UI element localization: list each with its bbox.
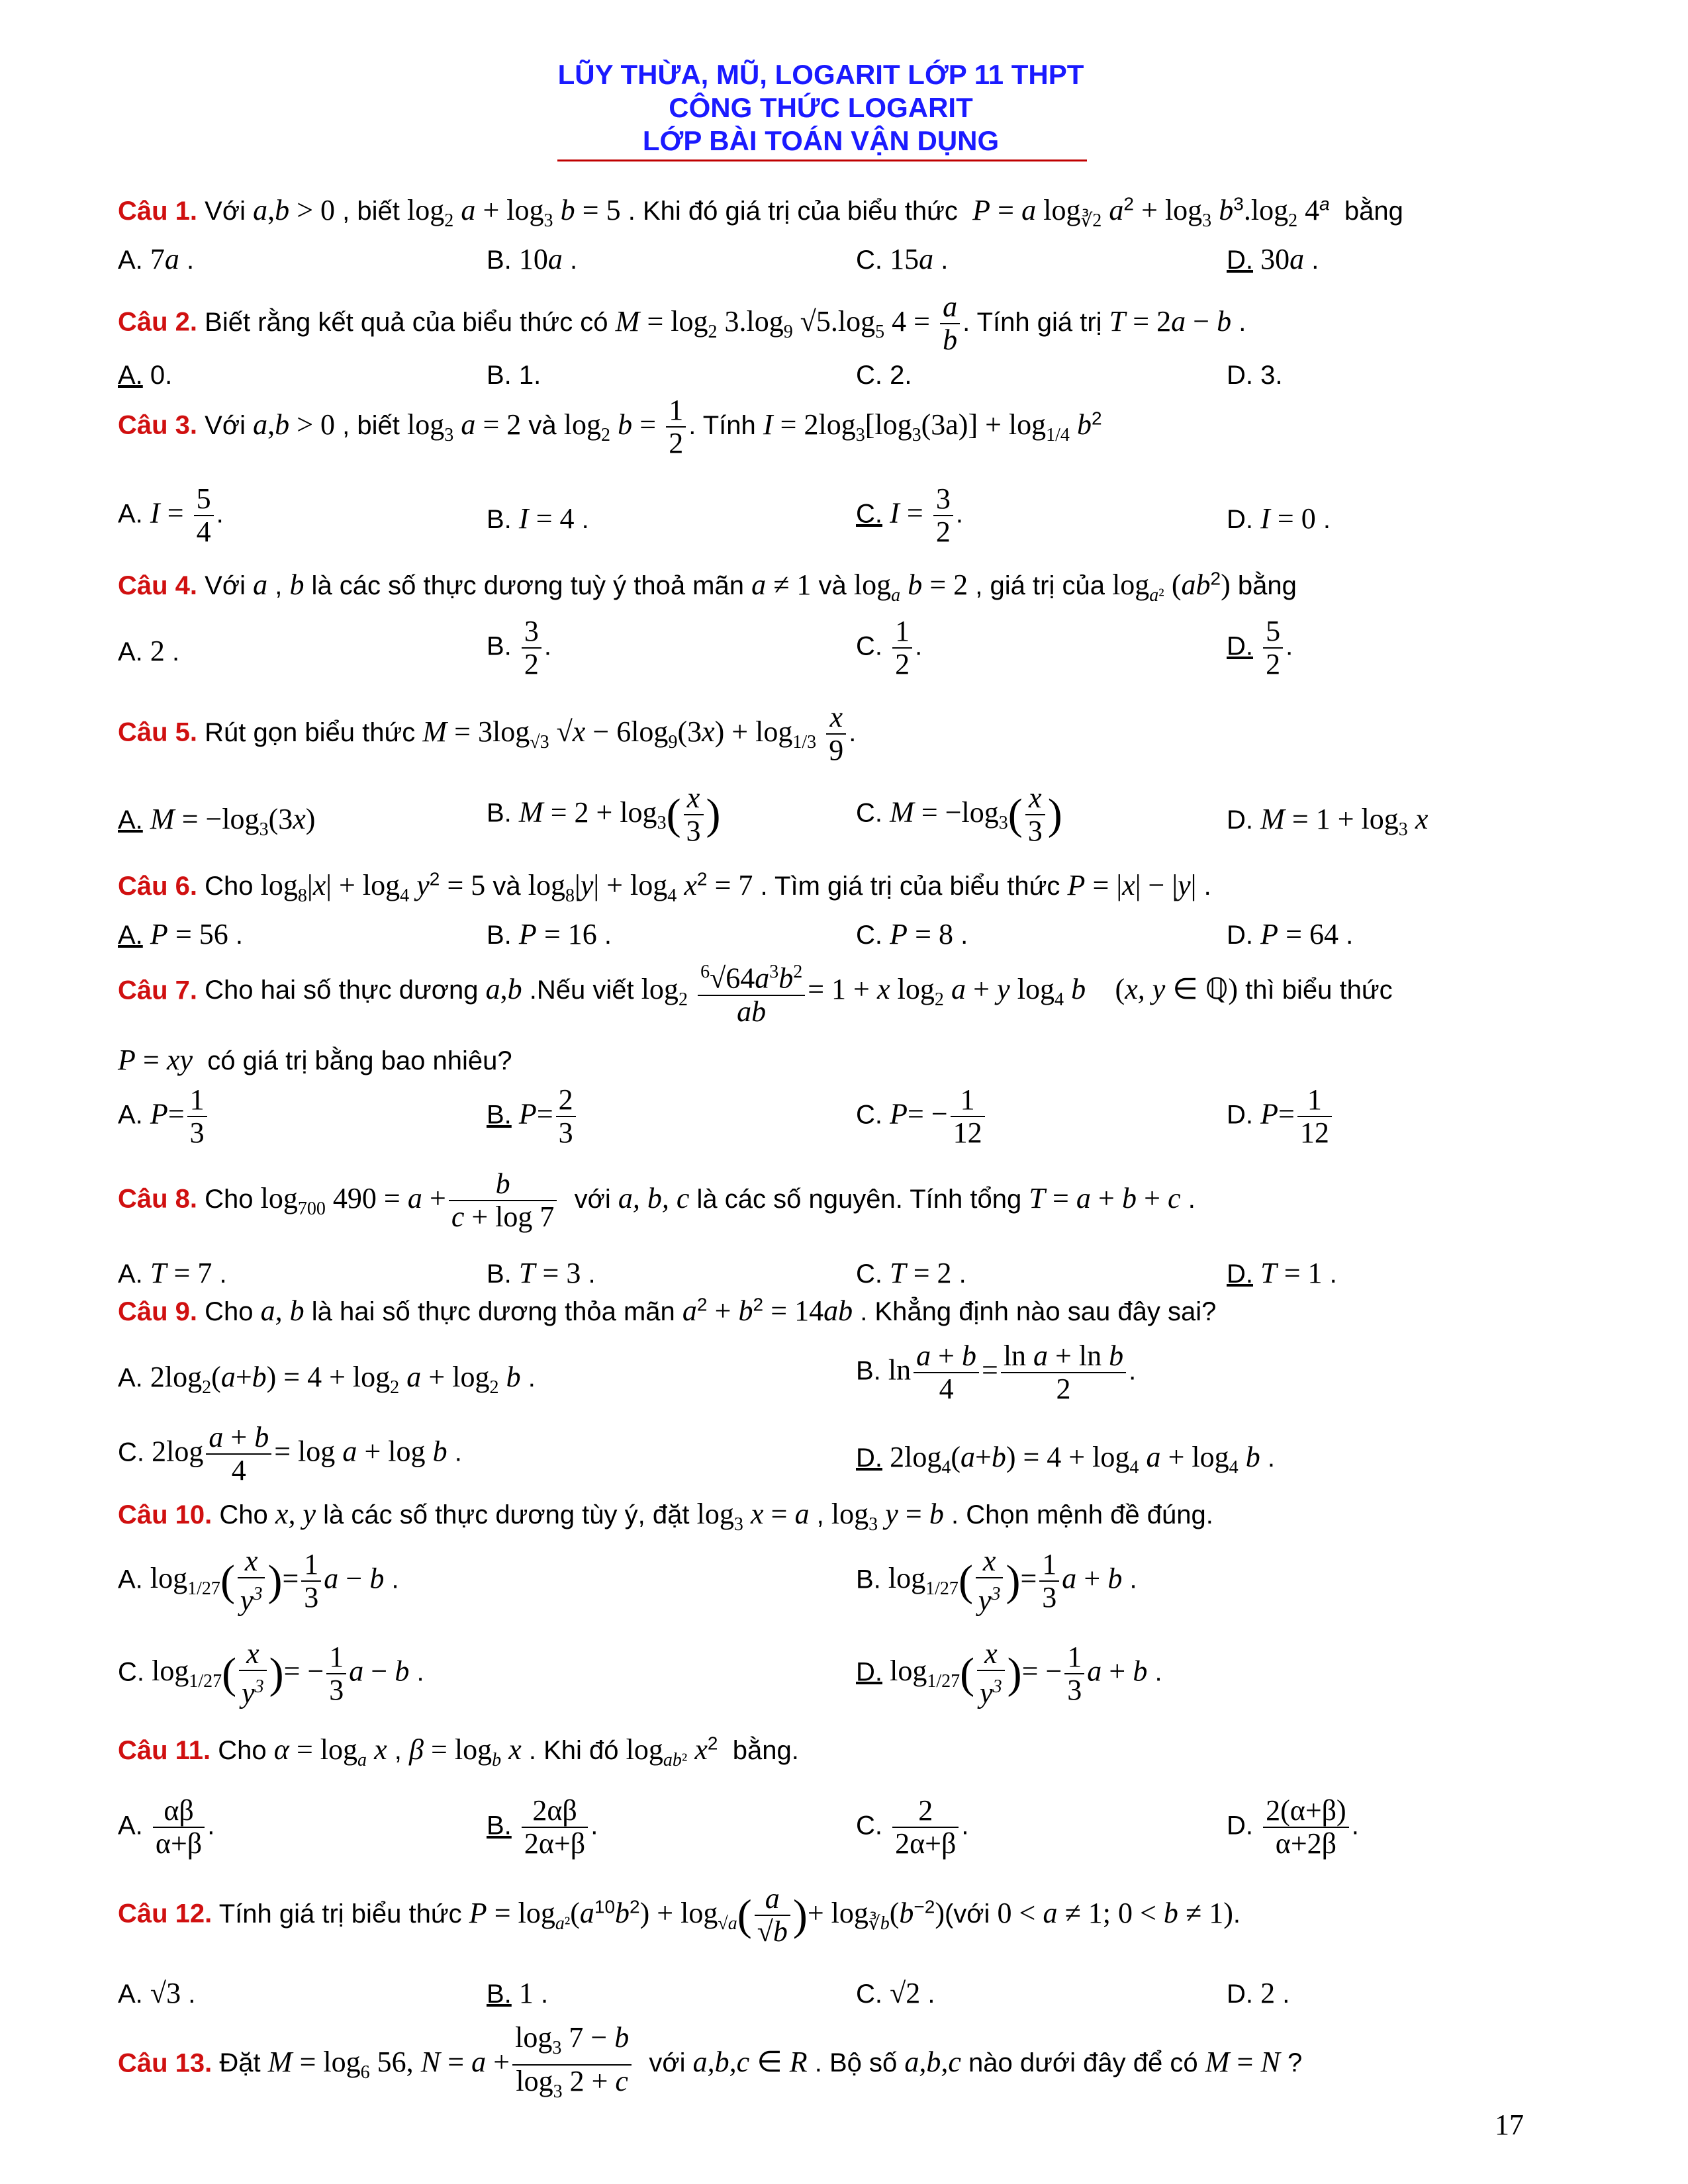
question-7-line-2: P = xy có giá trị bằng bao nhiêu?: [118, 1044, 512, 1076]
q5-option-b[interactable]: B. $M = 2 + \log_3$( $\frac{x}{3}$ ): [487, 782, 721, 847]
header-line-1: LŨY THỪA, MŨ, LOGARIT LỚP 11 THPT: [557, 59, 1084, 90]
question-6: Câu 6. Cho $\log_8|x| + \log_4 y^2 = 5$ và $\log_8|y| + \log_4 x^2 = 7$ . Tìm giá trị của biểu thức P = |x| − |y| .: [118, 868, 1211, 906]
q7-option-d[interactable]: D. P= $\frac{1}{12}$: [1227, 1084, 1335, 1149]
q8-option-c[interactable]: C. T = 2 .: [856, 1257, 966, 1289]
q7-option-a[interactable]: A. P= $\frac{1}{3}$: [118, 1084, 210, 1149]
q6-option-c[interactable]: C. P = 8 .: [856, 918, 968, 950]
q3-option-c[interactable]: C. I = $\frac{3}{2}$ .: [856, 482, 963, 548]
question-13: Câu 13. Đặt $M = \log_6 56$, N = a + $\frac{\log_3 7 - b}{\log_3 2 + c}$ với a,b,c ∈ R . Bộ số a,b,c nào dưới đây để có M = N ?: [118, 2021, 1303, 2102]
q10-option-b[interactable]: B. $\log_{1/27}$( $\frac{x}{y^3}$ )= $\frac{1}{3}$ a + b .: [856, 1545, 1137, 1617]
q9-option-a[interactable]: A. $2\log_2(a+b) = 4 + \log_2 a + \log_2 b$ .: [118, 1361, 536, 1398]
question-2: Câu 2. Biết rằng kết quả của biểu thức có $M = \log_2 3.\log_9$ $√5.\log_5$ 4 = $\frac{a}{b}$ . Tính giá trị T = 2a − b .: [118, 291, 1246, 356]
question-11: Câu 11. Cho $\alpha = \log_a x$ , $\beta = \log_b x$ . Khi đó $\log_{ab^2} x^2$ bằng.: [118, 1733, 799, 1770]
q5-option-a[interactable]: A. $M = -\log_3(3x)$: [118, 803, 316, 840]
header-line-3: LỚP BÀI TOÁN VẬN DỤNG: [642, 125, 1000, 156]
q1-option-a[interactable]: A. 7a .: [118, 243, 195, 275]
q4-option-d[interactable]: D. $\frac{5}{2}$ .: [1227, 615, 1293, 680]
q2-option-a[interactable]: A. 0.: [118, 361, 173, 390]
q11-option-d[interactable]: D. $\frac{2(\alpha+\beta)}{\alpha+2\beta}$ .: [1227, 1794, 1359, 1860]
question-12: Câu 12. Tính giá trị biểu thức $P = \log_{a^2}(a^{10}b^2) + \log_{√a}$( $\frac{a}{√b}$ )+ $\log_{∛b}(b^{-2})(với$ 0 < a ≠ 1; 0 < b ≠ 1).: [118, 1882, 1241, 1948]
question-1-text: Với a,b > 0 , biết $\log_2 a + \log_3 b = 5$ . Khi đó giá trị của biểu thức P = a $\log_{∛2} a^2 + \log_3 b^3.\log_2$ 4$^a$ bằng: [205, 193, 1403, 231]
q8-option-b[interactable]: B. T = 3 .: [487, 1257, 596, 1289]
q12-option-d[interactable]: D. 2 .: [1227, 1977, 1290, 2009]
q12-option-c[interactable]: C. √2 .: [856, 1977, 935, 2009]
q4-option-b[interactable]: B. $\frac{3}{2}$ .: [487, 615, 552, 680]
question-12-text: Tính giá trị biểu thức $P = \log_{a^2}(a^{10}b^2) + \log_{√a}$( $\frac{a}{√b}$ )+ $\log_{∛b}(b^{-2})(với$ 0 < a ≠ 1; 0 < b ≠ 1).: [218, 1882, 1241, 1948]
q2-option-d[interactable]: D. 3.: [1227, 361, 1283, 390]
question-5-text: Rút gọn biểu thức $M = 3\log_{√3}$ $√x - 6\log_9(3x) + \log_{1/3}$ $\frac{x}{9}$ .: [205, 701, 857, 766]
question-8-text: Cho $\log_{700} 490 = a$ + $\frac{b}{c + \log 7}$ với a, b, c là các số nguyên. Tính tổng T = a + b + c .: [205, 1167, 1196, 1233]
q9-option-d[interactable]: D. $2\log_4(a+b) = 4 + \log_4 a + \log_4 b$ .: [856, 1441, 1276, 1478]
q4-option-a[interactable]: A. 2 .: [118, 635, 180, 667]
question-3: Câu 3. Với a,b > 0 , biết $\log_3 a = 2$ và $\log_2 b$ = $\frac{1}{2}$ . Tính $I = 2\log_3[\log_3(3a)] + \log_{1/4} b^2$: [118, 394, 1102, 459]
q11-option-c[interactable]: C. $\frac{2}{2\alpha+\beta}$ .: [856, 1794, 969, 1860]
q3-option-a[interactable]: A. I = $\frac{5}{4}$ .: [118, 482, 224, 548]
q7-option-c[interactable]: C. P= − $\frac{1}{12}$: [856, 1084, 988, 1149]
q6-option-d[interactable]: D. P = 64 .: [1227, 918, 1354, 950]
q12-option-a[interactable]: A. √3 .: [118, 1977, 196, 2009]
question-7-text: Cho hai số thực dương a,b .Nếu viết $\log_2$ $\frac{^6√64a^3b^2}{ab}$ = 1 + x $\log_2 a + y$ $\log_4 b$ (x, y ∈ ℚ) thì biểu thức: [205, 976, 1392, 1005]
q9-option-c[interactable]: C. 2log $\frac{a + b}{4}$ = log a + log b .: [118, 1421, 462, 1486]
q2-option-c[interactable]: C. 2.: [856, 361, 912, 390]
q1-option-d[interactable]: D. 30a .: [1227, 243, 1319, 275]
header-divider: [557, 159, 1087, 161]
question-1: Câu 1. Với a,b > 0 , biết $\log_2 a + \log_3 b = 5$ . Khi đó giá trị của biểu thức P = a $\log_{∛2} a^2 + \log_3 b^3.\log_2$ 4$^a$ bằng: [118, 193, 1403, 231]
q11-option-b[interactable]: B. $\frac{2\alpha\beta}{2\alpha+\beta}$ .: [487, 1794, 598, 1860]
question-3-text: Với a,b > 0 , biết $\log_3 a = 2$ và $\log_2 b$ = $\frac{1}{2}$ . Tính $I = 2\log_3[\log_3(3a)] + \log_{1/4} b^2$: [205, 394, 1102, 459]
question-4: Câu 4. Với a , b là các số thực dương tuỳ ý thoả mãn a ≠ 1 và $\log_a b = 2$ , giá trị của $\log_{a^2} (ab^2)$ bằng: [118, 568, 1297, 606]
question-9-text: Cho a, b là hai số thực dương thỏa mãn $a^2 + b^2 = 14ab$ . Khẳng định nào sau đây sai?: [205, 1294, 1217, 1327]
question-11-text: Cho $\alpha = \log_a x$ , $\beta = \log_b x$ . Khi đó $\log_{ab^2} x^2$ bằng.: [218, 1733, 799, 1770]
q1-option-c[interactable]: C. 15a .: [856, 243, 949, 275]
q9-option-b[interactable]: B. ln $\frac{a + b}{4}$ = $\frac{\text{ln a + ln b}}{2}$ .: [856, 1340, 1137, 1405]
q10-option-c[interactable]: C. $\log_{1/27}$( $\frac{x}{y^3}$ )= − $\frac{1}{3}$ a − b .: [118, 1637, 424, 1709]
question-7: Câu 7. Cho hai số thực dương a,b .Nếu viết $\log_2$ $\frac{^6√64a^3b^2}{ab}$ = 1 + x $\log_2 a + y$ $\log_4 b$ (x, y ∈ ℚ) thì biểu thức: [118, 956, 1393, 1028]
question-9: Câu 9. Cho a, b là hai số thực dương thỏa mãn $a^2 + b^2 = 14ab$ . Khẳng định nào sau đây sai?: [118, 1294, 1217, 1327]
question-6-text: Cho $\log_8|x| + \log_4 y^2 = 5$ và $\log_8|y| + \log_4 x^2 = 7$ . Tìm giá trị của biểu thức P = |x| − |y| .: [205, 868, 1211, 906]
q3-option-b[interactable]: B. I = 4 .: [487, 502, 589, 535]
question-8: Câu 8. Cho $\log_{700} 490 = a$ + $\frac{b}{c + \log 7}$ với a, b, c là các số nguyên. Tính tổng T = a + b + c .: [118, 1167, 1196, 1233]
question-10-text: Cho x, y là các số thực dương tùy ý, đặt $\log_3 x = a$ , $\log_3 y = b$ . Chọn mệnh đề đúng.: [219, 1498, 1213, 1535]
question-5: Câu 5. Rút gọn biểu thức $M = 3\log_{√3}$ $√x - 6\log_9(3x) + \log_{1/3}$ $\frac{x}{9}$ .: [118, 701, 857, 766]
question-10: Câu 10. Cho x, y là các số thực dương tùy ý, đặt $\log_3 x = a$ , $\log_3 y = b$ . Chọn mệnh đề đúng.: [118, 1498, 1213, 1535]
q12-option-b[interactable]: B. 1 .: [487, 1977, 549, 2009]
q10-option-d[interactable]: D. $\log_{1/27}$( $\frac{x}{y^3}$ )= − $\frac{1}{3}$ a + b .: [856, 1637, 1162, 1709]
q7-option-b[interactable]: B. P= $\frac{2}{3}$: [487, 1084, 579, 1149]
q5-option-c[interactable]: C. $M = -\log_3$( $\frac{x}{3}$ ): [856, 782, 1062, 847]
q8-option-a[interactable]: A. T = 7 .: [118, 1257, 227, 1289]
q11-option-a[interactable]: A. $\frac{\alpha\beta}{\alpha+\beta}$ .: [118, 1794, 215, 1860]
q5-option-d[interactable]: D. $M = 1 + \log_3 x$: [1227, 803, 1429, 840]
q8-option-d[interactable]: D. T = 1 .: [1227, 1257, 1337, 1289]
q2-option-b[interactable]: B. 1.: [487, 361, 541, 390]
q6-option-b[interactable]: B. P = 16 .: [487, 918, 612, 950]
header-line-2: CÔNG THỨC LOGARIT: [669, 92, 973, 123]
question-4-text: Với a , b là các số thực dương tuỳ ý thoả mãn a ≠ 1 và $\log_a b = 2$ , giá trị của $\log_{a^2} (ab^2)$ bằng: [205, 568, 1297, 606]
question-13-text: Đặt $M = \log_6 56$, N = a + $\frac{\log_3 7 - b}{\log_3 2 + c}$ với a,b,c ∈ R . Bộ số a,b,c nào dưới đây để có M = N ?: [219, 2021, 1303, 2102]
question-2-text: Biết rằng kết quả của biểu thức có $M = \log_2 3.\log_9$ $√5.\log_5$ 4 = $\frac{a}{b}$ . Tính giá trị T = 2a − b .: [205, 291, 1246, 356]
q3-option-d[interactable]: D. I = 0 .: [1227, 502, 1331, 535]
q10-option-a[interactable]: A. $\log_{1/27}$( $\frac{x}{y^3}$ )= $\frac{1}{3}$ a − b .: [118, 1545, 399, 1617]
q6-option-a[interactable]: A. P = 56 .: [118, 918, 243, 950]
q4-option-c[interactable]: C. $\frac{1}{2}$ .: [856, 615, 923, 680]
page-number: 17: [1495, 2109, 1524, 2141]
q1-option-b[interactable]: B. 10a .: [487, 243, 578, 275]
